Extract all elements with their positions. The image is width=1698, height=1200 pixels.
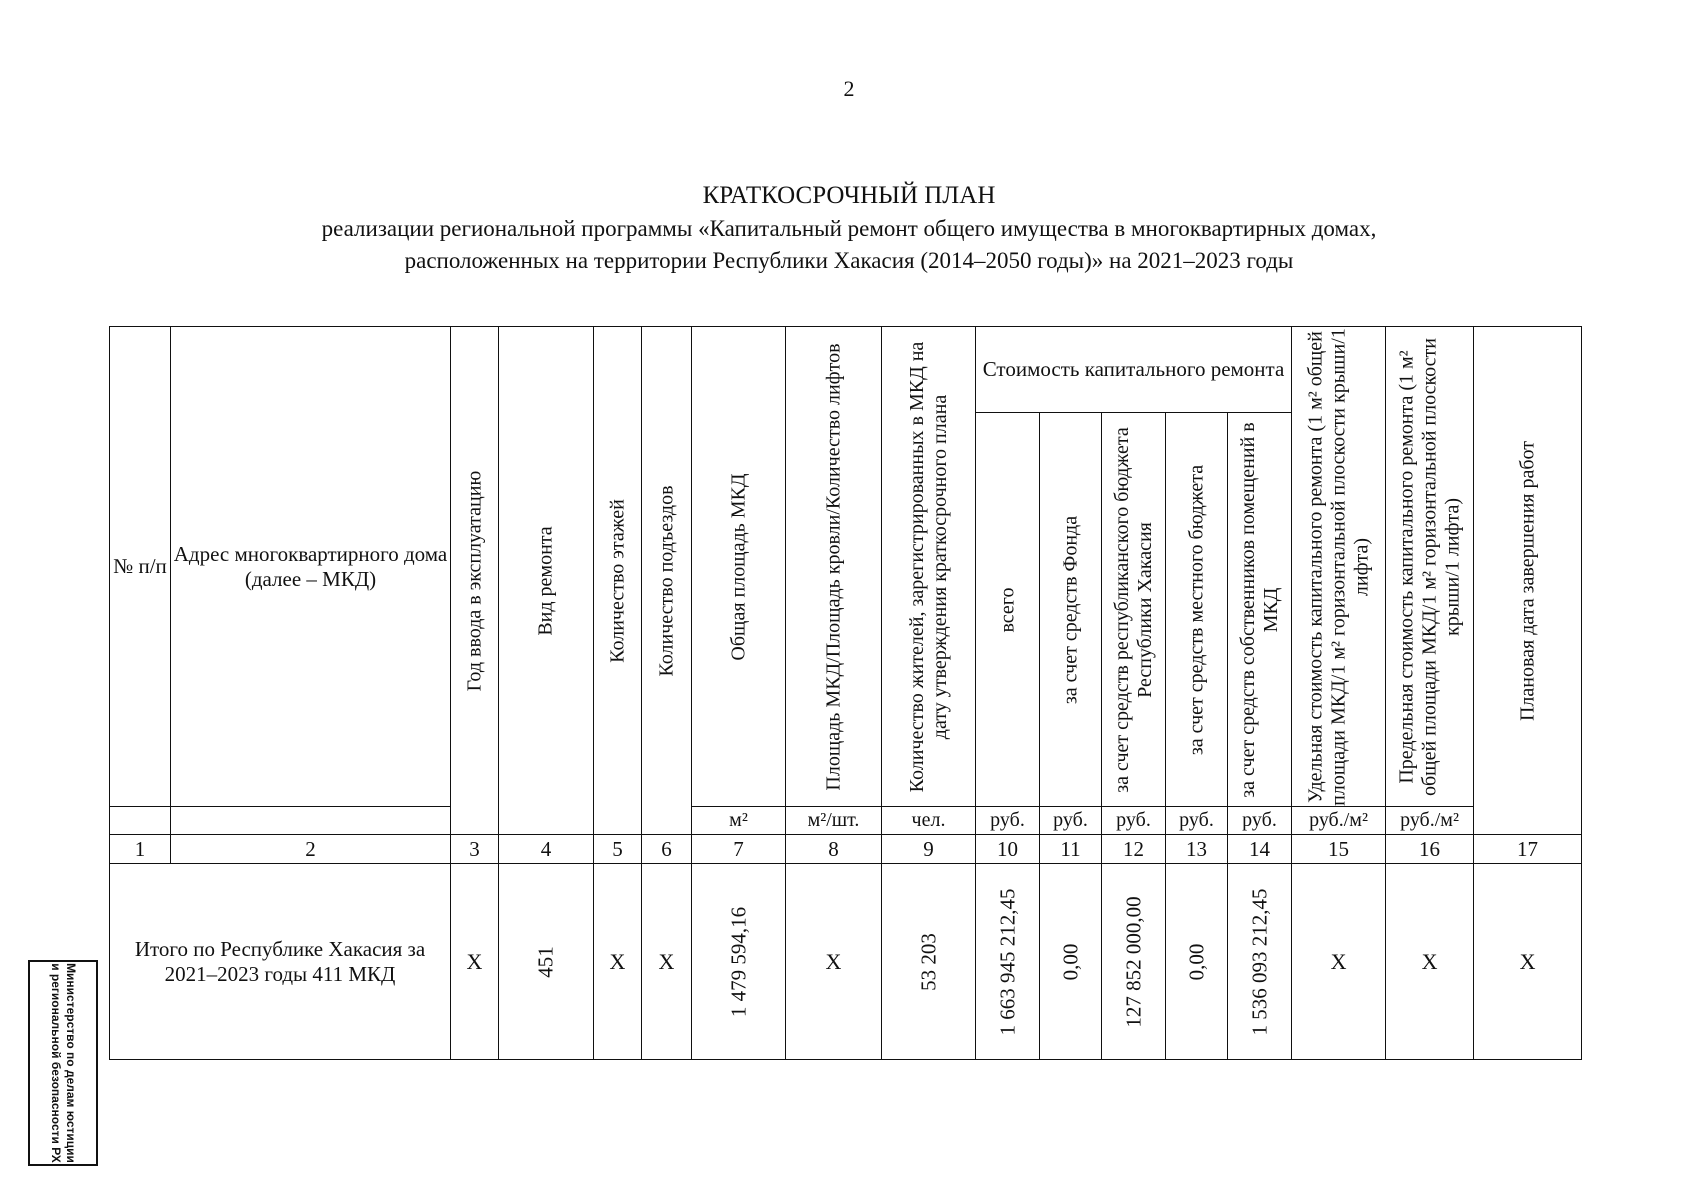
total-cost-fund: 0,00 xyxy=(1040,864,1102,1060)
unit-cost-fund: руб. xyxy=(1040,807,1102,835)
header-cost-fund: за счет средств Фонда xyxy=(1040,413,1102,807)
column-number: 10 xyxy=(976,835,1040,864)
header-total-area: Общая площадь МКД xyxy=(692,327,786,807)
unit-residents: чел. xyxy=(882,807,976,835)
column-number: 9 xyxy=(882,835,976,864)
stamp-text: Министерство по делам юстиции и региональной безопасности РХ xyxy=(49,963,78,1163)
total-residents: 53 203 xyxy=(882,864,976,1060)
header-cost-total: всего xyxy=(976,413,1040,807)
column-number: 15 xyxy=(1292,835,1386,864)
header-cost-group: Стоимость капитального ремонта xyxy=(976,327,1292,413)
column-number: 16 xyxy=(1386,835,1474,864)
column-number: 7 xyxy=(692,835,786,864)
unit-cost-republic: руб. xyxy=(1102,807,1166,835)
total-row xyxy=(110,864,1582,1060)
header-unit-cost: Удельная стоимость капитального ремонта (1 м² общей площади МКД/1 м² горизонтальной плоскости крыши/1 лифта) xyxy=(1292,327,1386,807)
header-cost-republic: за счет средств республиканского бюджета Республики Хакасия xyxy=(1102,413,1166,807)
header-planned-date: Плановая дата завершения работ xyxy=(1474,327,1582,835)
total-total-area: 1 479 594,16 xyxy=(692,864,786,1060)
total-roof-area: Х xyxy=(786,864,882,1060)
header-max-cost: Предельная стоимость капитального ремонта (1 м² общей площади МКД/1 м² горизонтальной плоскости крыши/1 лифта) xyxy=(1386,327,1474,807)
page-number: 2 xyxy=(843,76,855,101)
column-number: 11 xyxy=(1040,835,1102,864)
subtitle-line-1: реализации региональной программы «Капитальный ремонт общего имущества в многоквартирных домах, xyxy=(321,216,1377,241)
column-number: 13 xyxy=(1166,835,1228,864)
unit-empty-address xyxy=(171,807,451,835)
total-cost-total: 1 663 945 212,45 xyxy=(976,864,1040,1060)
column-number: 3 xyxy=(451,835,499,864)
total-unit-cost: Х xyxy=(1292,864,1386,1060)
unit-roof-area: м²/шт. xyxy=(786,807,882,835)
document-subtitle xyxy=(0,213,1698,277)
column-number-row xyxy=(110,835,1582,864)
total-repair-type: 451 xyxy=(499,864,594,1060)
unit-cost-owners: руб. xyxy=(1228,807,1292,835)
total-floors: Х xyxy=(594,864,642,1060)
total-label: Итого по Республике Хакасия за 2021–2023 годы 411 МКД xyxy=(110,864,451,1060)
header-roof-area: Площадь МКД/Площадь кровли/Количество лифтов xyxy=(786,327,882,807)
subtitle-line-2: расположенных на территории Республики Хакасия (2014–2050 годы)» на 2021–2023 годы xyxy=(404,248,1294,273)
total-entrances: Х xyxy=(642,864,692,1060)
total-cost-republic: 127 852 000,00 xyxy=(1102,864,1166,1060)
plan-table xyxy=(109,326,1582,1060)
unit-empty-num xyxy=(110,807,171,835)
total-cost-local: 0,00 xyxy=(1166,864,1228,1060)
document-title: КРАТКОСРОЧНЫЙ ПЛАН xyxy=(702,182,996,209)
total-year: Х xyxy=(451,864,499,1060)
unit-unit-cost: руб./м² xyxy=(1292,807,1386,835)
unit-total-area: м² xyxy=(692,807,786,835)
total-planned-date: Х xyxy=(1474,864,1582,1060)
header-cost-owners: за счет средств собственников помещений в МКД xyxy=(1228,413,1292,807)
header-floors: Количество этажей xyxy=(594,327,642,835)
header-address: Адрес многоквартирного дома (далее – МКД) xyxy=(171,327,451,807)
column-number: 1 xyxy=(110,835,171,864)
header-residents: Количество жителей, зарегистрированных в МКД на дату утверждения краткосрочного плана xyxy=(882,327,976,807)
ministry-stamp xyxy=(28,960,98,1166)
column-number: 5 xyxy=(594,835,642,864)
column-number: 17 xyxy=(1474,835,1582,864)
column-number: 12 xyxy=(1102,835,1166,864)
column-number: 8 xyxy=(786,835,882,864)
unit-cost-total: руб. xyxy=(976,807,1040,835)
unit-max-cost: руб./м² xyxy=(1386,807,1474,835)
column-number: 14 xyxy=(1228,835,1292,864)
header-year: Год ввода в эксплуатацию xyxy=(451,327,499,835)
header-num: № п/п xyxy=(110,327,171,807)
header-cost-local: за счет средств местного бюджета xyxy=(1166,413,1228,807)
header-entrances: Количество подъездов xyxy=(642,327,692,835)
column-number: 6 xyxy=(642,835,692,864)
total-cost-owners: 1 536 093 212,45 xyxy=(1228,864,1292,1060)
total-max-cost: Х xyxy=(1386,864,1474,1060)
column-number: 4 xyxy=(499,835,594,864)
unit-cost-local: руб. xyxy=(1166,807,1228,835)
column-number: 2 xyxy=(171,835,451,864)
header-repair-type: Вид ремонта xyxy=(499,327,594,835)
